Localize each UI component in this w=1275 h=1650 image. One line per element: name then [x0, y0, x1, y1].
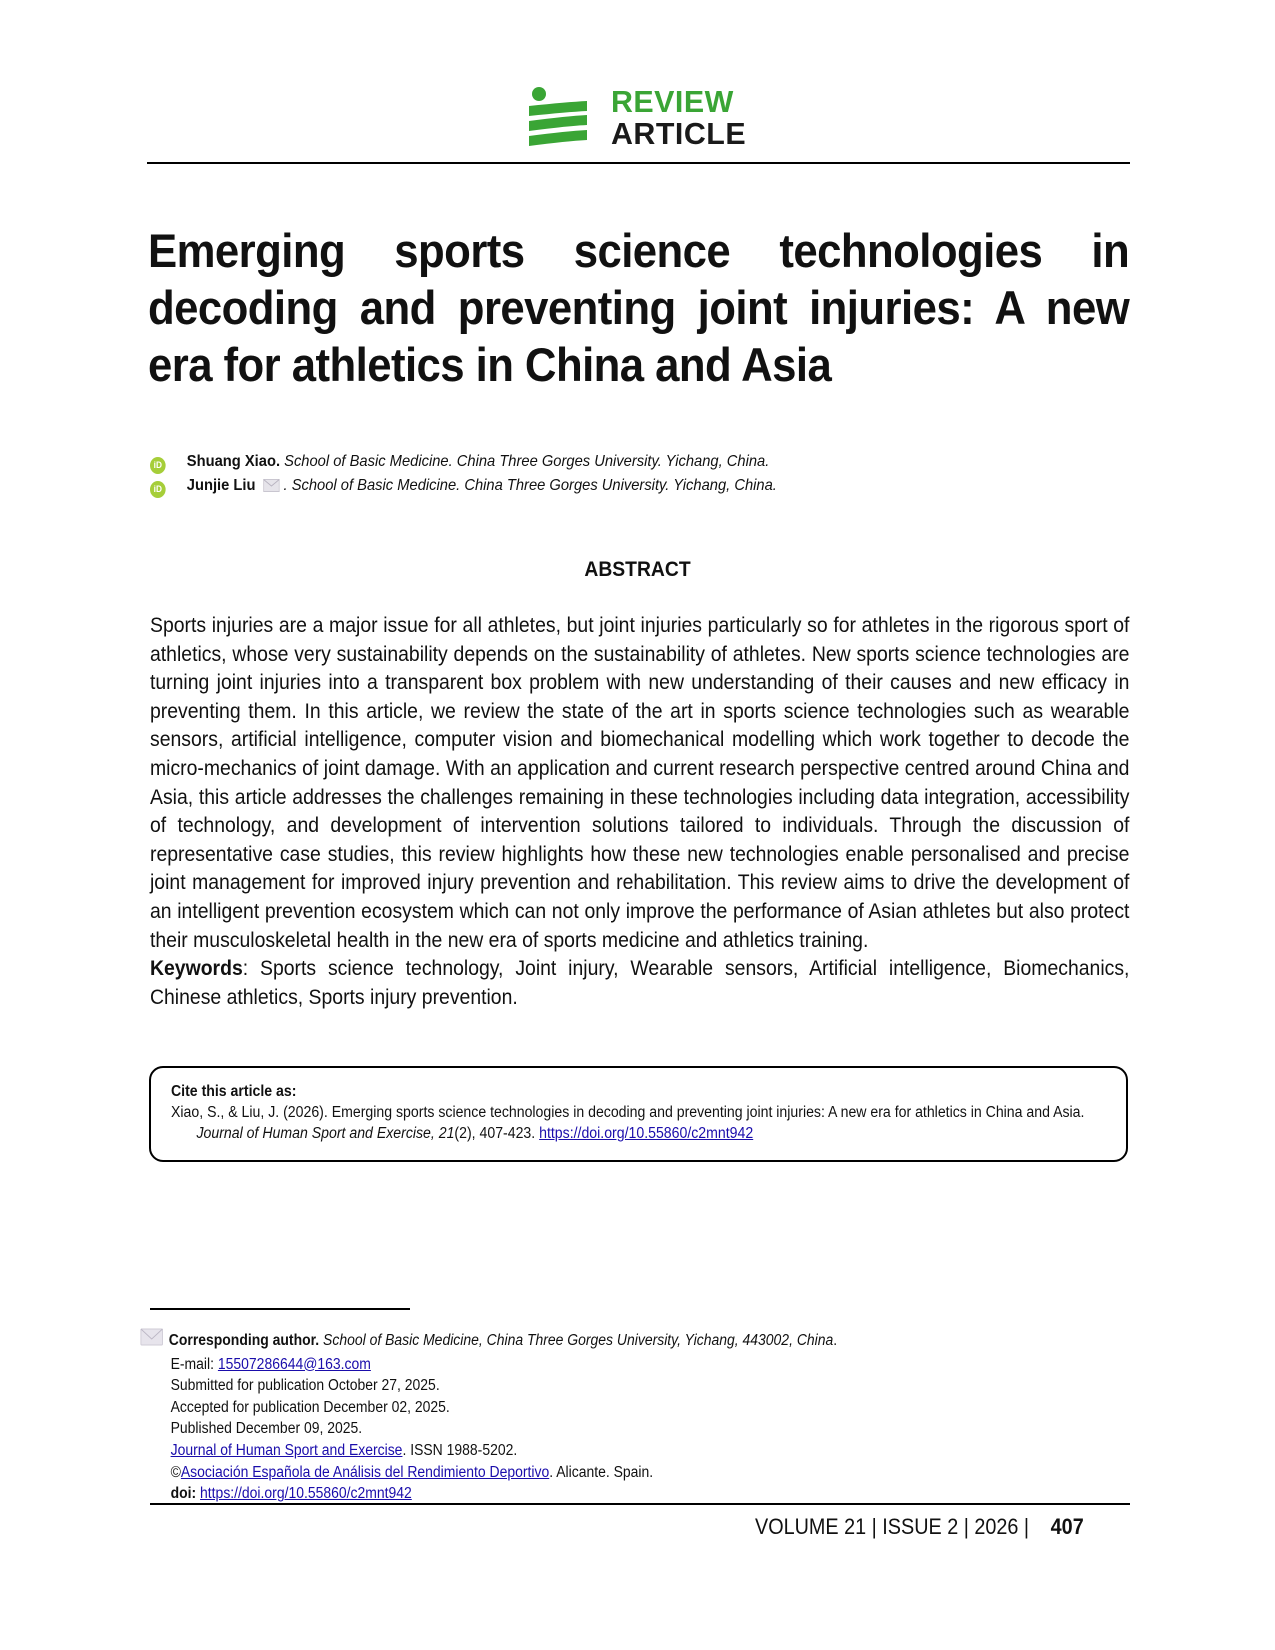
doi-link[interactable]: https://doi.org/10.55860/c2mnt942 [200, 1485, 412, 1503]
doi-label: doi: [170, 1485, 201, 1503]
logo-word-article: ARTICLE [611, 116, 747, 151]
article-title: Emerging sports science technologies in decoding and preventing joint injuries: A new era for athletics in China and Asia [148, 224, 1130, 391]
header-rule [147, 162, 1130, 164]
volume-issue-year: VOLUME 21 | ISSUE 2 | 2026 | [755, 1514, 1030, 1539]
page-number: 407 [1050, 1514, 1084, 1539]
footnotes [140, 1327, 950, 1505]
journal-link[interactable]: Journal of Human Sport and Exercise [170, 1441, 403, 1459]
citation-journal: Journal of Human Sport and Exercise, 21 [196, 1125, 455, 1142]
journal-logo-icon [527, 84, 607, 152]
email-label: E-mail: [170, 1355, 218, 1373]
author-name: Junjie Liu [186, 477, 256, 494]
corresponding-author-line [140, 1327, 950, 1354]
author-affiliation: School of Basic Medicine. China Three Gorges University. Yichang, China. [284, 453, 770, 470]
citation-label: Cite this article as: [171, 1083, 297, 1100]
keywords-list: : Sports science technology, Joint injury, Wearable sensors, Artificial intelligence, Biomechanics, Chinese athletics, Sports injury prevention. [150, 957, 1130, 1009]
corresponding-affiliation: School of Basic Medicine, China Three Gorges University, Yichang, 443002, China [323, 1332, 834, 1349]
citation-doi-link[interactable]: https://doi.org/10.55860/c2mnt942 [539, 1125, 754, 1142]
envelope-icon[interactable] [263, 478, 280, 498]
orcid-icon[interactable]: iD [150, 481, 166, 498]
corresponding-label: Corresponding author. [168, 1332, 320, 1349]
citation-text: Xiao, S., & Liu, J. (2026). Emerging sports science technologies in decoding and preventing joint injuries: A new era for athletics in China and Asia. [171, 1104, 1085, 1121]
keywords [150, 955, 1129, 1012]
doi-line [140, 1483, 950, 1505]
author-line-1 [150, 452, 769, 474]
envelope-icon [140, 1327, 163, 1354]
footer-rule [150, 1503, 1130, 1505]
issn: . ISSN 1988-5202. [402, 1441, 518, 1459]
orcid-icon[interactable]: iD [150, 457, 166, 474]
email-line [140, 1354, 950, 1376]
abstract-body [150, 612, 1129, 1012]
copyright-symbol: © [170, 1463, 181, 1481]
publisher-location: . Alicante. Spain. [549, 1463, 654, 1481]
accepted-date: Accepted for publication December 02, 2025. [170, 1398, 450, 1416]
review-article-logo [527, 84, 757, 152]
author-name: Shuang Xiao. [186, 453, 281, 470]
keywords-label: Keywords [150, 957, 243, 981]
period: . [833, 1332, 838, 1349]
email-link[interactable]: 15507286644@163.com [217, 1355, 371, 1373]
citation-content [171, 1081, 1090, 1144]
author-line-2 [150, 476, 777, 498]
author-affiliation: . School of Basic Medicine. China Three Gorges University. Yichang, China. [283, 477, 777, 494]
abstract-heading: ABSTRACT [584, 558, 691, 581]
publisher-line [140, 1462, 950, 1484]
footnote-rule [150, 1308, 410, 1310]
journal-line [140, 1440, 950, 1462]
publisher-link[interactable]: Asociación Española de Análisis del Rendimiento Deportivo [180, 1463, 550, 1481]
citation-issue-pages: (2), 407-423. [454, 1125, 540, 1142]
submitted-date: Submitted for publication October 27, 2025. [170, 1377, 440, 1395]
logo-word-review: REVIEW [611, 84, 734, 119]
published-date: Published December 09, 2025. [170, 1420, 363, 1438]
abstract-text: Sports injuries are a major issue for all athletes, but joint injuries particularly so for athletes in the rigorous sport of athletics, whose very sustainability depends on the sustainability of athletes. New sports science technologies are turning joint injuries into a transparent box problem with new understanding of their causes and new efficacy in preventing them. In this article, we review the state of the art in sports science technologies such as wearable sensors, artificial intelligence, computer vision and biomechanical modelling which work together to decode the micro-mechanics of joint damage. With an application and current research perspective centred around China and Asia, this article addresses the challenges remaining in these technologies including data integration, accessibility of technology, and development of intervention solutions tailored to individuals. Through the discussion of representative case studies, this review highlights how these new technologies enable personalised and precise joint management for improved injury prevention and rehabilitation. This review aims to drive the development of an intelligent prevention ecosystem which can not only improve the performance of Asian athletes but also protect their musculoskeletal health in the new era of sports medicine and athletics training. [150, 614, 1130, 952]
page-footer [755, 1514, 1084, 1540]
citation-box [149, 1066, 1128, 1162]
citation-reference [171, 1102, 1090, 1144]
